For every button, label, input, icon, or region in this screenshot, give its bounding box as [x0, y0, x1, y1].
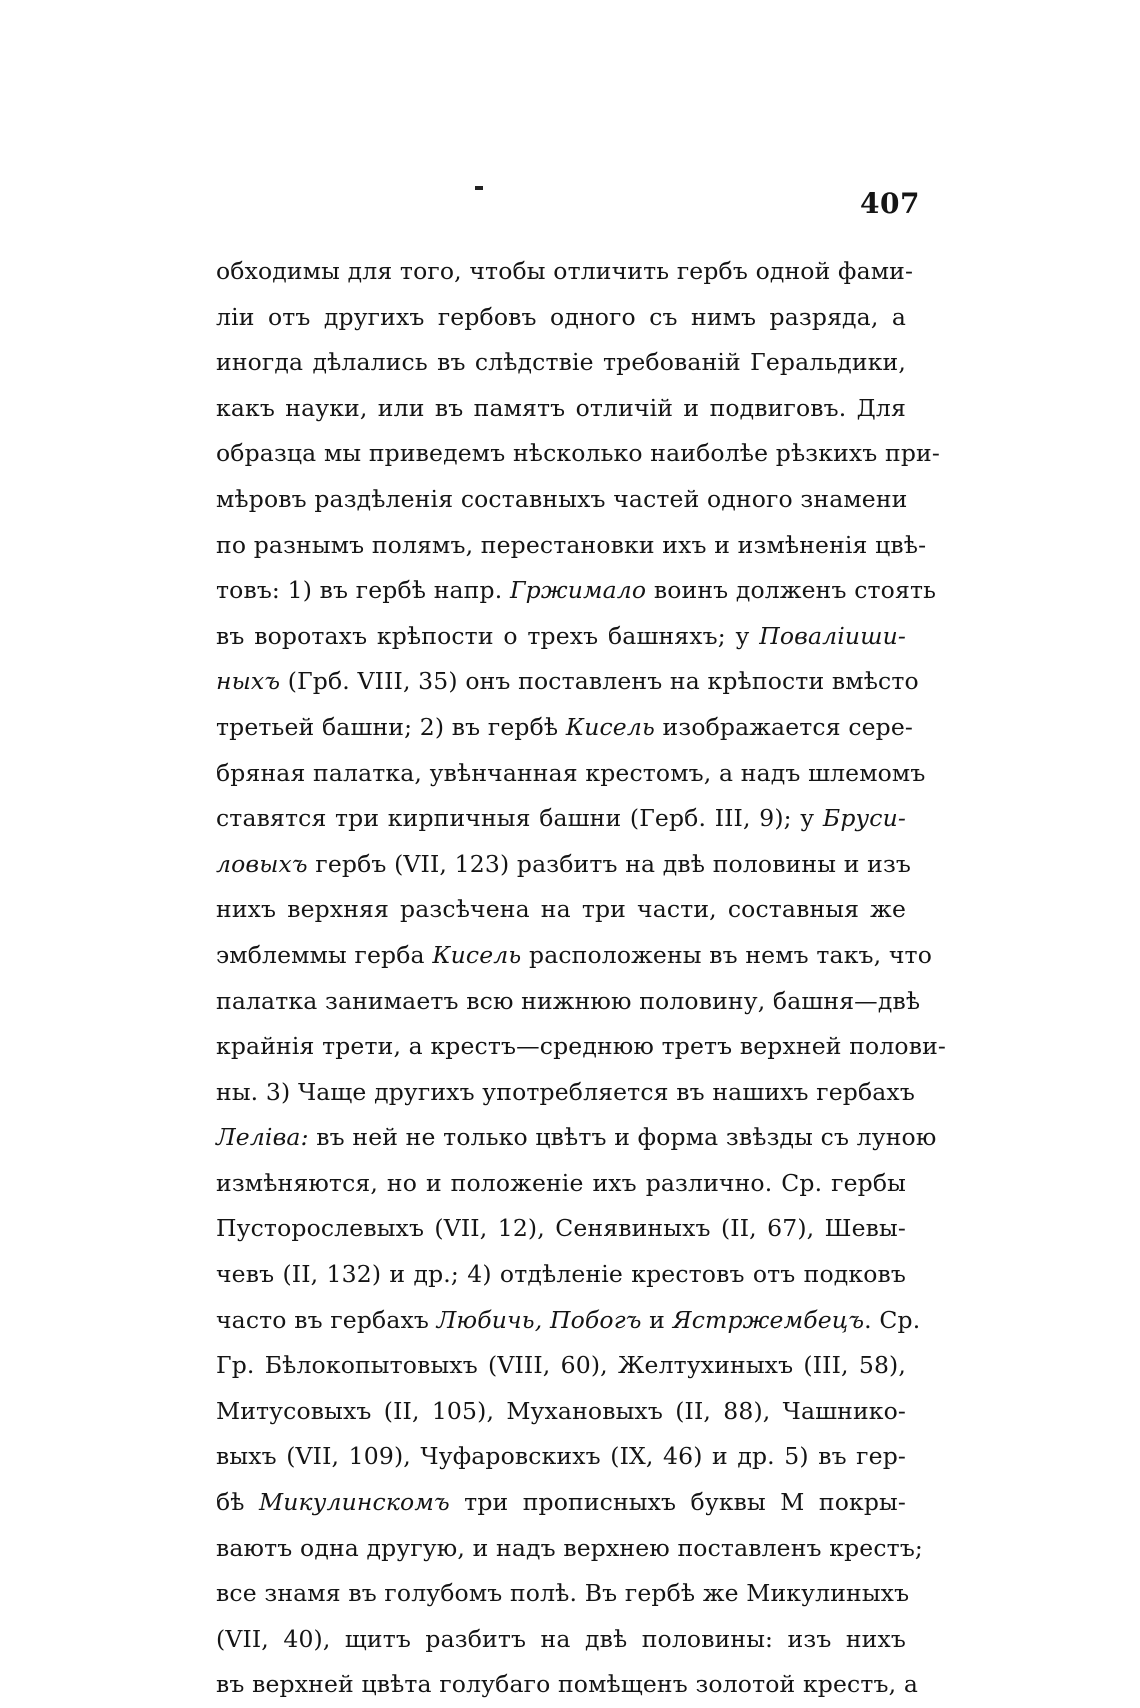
- text-line: бѣ Микулинскомъ три прописныхъ буквы М покры-: [216, 1488, 906, 1517]
- text-line: Гр. Бѣлокопытовыхъ (VIII, 60), Желтухиныхъ (III, 58),: [216, 1351, 906, 1380]
- text-line: третьей башни; 2) въ гербѣ Кисель изображается сере-: [216, 712, 914, 741]
- text-line: (VII, 40), щитъ разбитъ на двѣ половины: изъ нихъ: [216, 1624, 906, 1653]
- printed-dash-mark: [475, 186, 483, 190]
- italic-name: Ястржембецъ: [672, 1305, 865, 1334]
- italic-name: ловыхъ: [216, 849, 308, 878]
- text-line: крайнія трети, а крестъ—среднюю третъ верхней полови-: [216, 1032, 946, 1061]
- italic-name: Кисель: [432, 940, 522, 969]
- text-line: Леліва: въ ней не только цвѣтъ и форма звѣзды съ луною: [216, 1123, 937, 1152]
- italic-name: ныхъ: [216, 667, 281, 696]
- text-line: иногда дѣлались въ слѣдствіе требованій Геральдики,: [216, 348, 906, 377]
- text-line: въ воротахъ крѣпости о трехъ башняхъ; у Поваліиши-: [216, 621, 906, 650]
- italic-name: Леліва:: [216, 1123, 309, 1152]
- text-line: ны. 3) Чаще другихъ употребляется въ нашихъ гербахъ: [216, 1077, 915, 1106]
- text-line: бряная палатка, увѣнчанная крестомъ, а надъ шлемомъ: [216, 758, 926, 787]
- text-line: Пусторослевыхъ (VII, 12), Сенявиныхъ (II, 67), Шевы-: [216, 1214, 906, 1243]
- italic-name: Кисель: [565, 712, 655, 741]
- text-line: мѣровъ раздѣленія составныхъ частей одного знамени: [216, 484, 908, 513]
- text-line: по разнымъ полямъ, перестановки ихъ и измѣненія цвѣ-: [216, 530, 927, 559]
- body-text: [216, 249, 946, 1708]
- text-line: товъ: 1) въ гербѣ напр. Гржимало воинъ долженъ стоять: [216, 576, 937, 605]
- text-line: выхъ (VII, 109), Чуфаровскихъ (IX, 46) и др. 5) въ гер-: [216, 1442, 906, 1471]
- text-line: ставятся три кирпичныя башни (Герб. III, 9); у Бруси-: [216, 804, 906, 833]
- italic-name: Поваліиши-: [759, 621, 906, 650]
- text-line: образца мы приведемъ нѣсколько наиболѣе рѣзкихъ при-: [216, 439, 940, 468]
- text-line: Митусовыхъ (II, 105), Мухановыхъ (II, 88), Чашнико-: [216, 1396, 906, 1425]
- text-line: все знамя въ голубомъ полѣ. Въ гербѣ же Микулиныхъ: [216, 1579, 910, 1608]
- italic-name: Гржимало: [509, 576, 647, 605]
- text-line: ваютъ одна другую, и надъ верхнею поставленъ крестъ;: [216, 1533, 923, 1562]
- italic-name: Бруси-: [822, 804, 906, 833]
- italic-name: Любичь, Побогъ: [436, 1305, 642, 1334]
- text-line: какъ науки, или въ памятъ отличій и подвиговъ. Для: [216, 393, 906, 422]
- text-line: эмблеммы герба Кисель расположены въ немъ такъ, что: [216, 940, 933, 969]
- text-line: измѣняются, но и положеніе ихъ различно. Ср. гербы: [216, 1168, 906, 1197]
- text-line: въ верхней цвѣта голубаго помѣщенъ золотой крестъ, а: [216, 1670, 919, 1699]
- text-line: нихъ верхняя разсѣчена на три части, составныя же: [216, 895, 906, 924]
- text-line: палатка занимаетъ всю нижнюю половину, башня—двѣ: [216, 986, 921, 1015]
- italic-name: Микулинскомъ: [259, 1488, 450, 1517]
- text-line: чевъ (II, 132) и др.; 4) отдѣленіе крестовъ отъ подковъ: [216, 1260, 906, 1289]
- page-number: 407: [860, 187, 920, 220]
- text-line: ныхъ (Грб. VIII, 35) онъ поставленъ на крѣпости вмѣсто: [216, 667, 919, 696]
- text-line: часто въ гербахъ Любичь, Побогъ и Ястржембецъ. Ср.: [216, 1305, 921, 1334]
- text-line: ліи отъ другихъ гербовъ одного съ нимъ разряда, а: [216, 302, 906, 331]
- text-line: ловыхъ гербъ (VII, 123) разбитъ на двѣ половины и изъ: [216, 849, 912, 878]
- text-line: обходимы для того, чтобы отличить гербъ одной фами-: [216, 257, 914, 285]
